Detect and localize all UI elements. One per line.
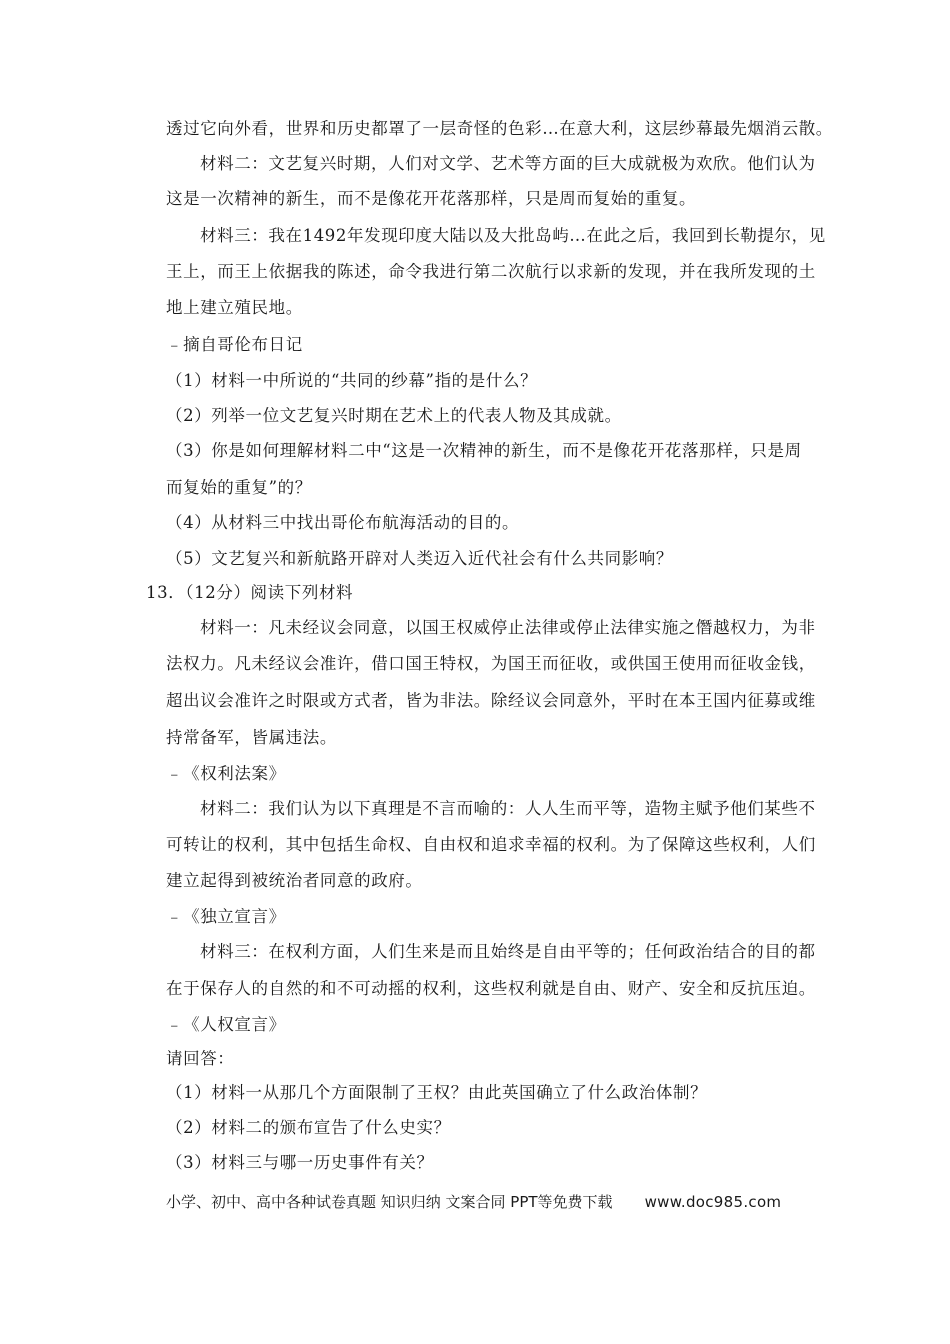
question-line: （1）材料一中所说的“共同的纱幕”指的是什么？ [166, 371, 538, 390]
text-line: 法权力。凡未经议会准许，借口国王特权，为国王而征收，或供国王使用而征收金钱， [166, 654, 816, 673]
question-line: （1）材料一从那几个方面限制了王权？由此英国确立了什么政治体制？ [166, 1083, 708, 1102]
source-attribution: ﹣《独立宣言》 [166, 907, 286, 926]
source-attribution: ﹣摘自哥伦布日记 [166, 335, 303, 354]
question-line: （2）列举一位文艺复兴时期在艺术上的代表人物及其成就。 [166, 406, 622, 425]
text-line: 材料三：我在1492年发现印度大陆以及大批岛屿…在此之后，我回到长勒提尔，见 [200, 226, 826, 245]
footer-text: 小学、初中、高中各种试卷真题 知识归纳 文案合同 PPT等免费下载 [166, 1193, 613, 1211]
text-line: 地上建立殖民地。 [166, 298, 303, 317]
page-footer [166, 1192, 781, 1212]
text-line: 这是一次精神的新生，而不是像花开花落那样，只是周而复始的重复。 [166, 189, 697, 208]
text-line: 超出议会准许之时限或方式者，皆为非法。除经议会同意外，平时在本王国内征募或维 [166, 691, 816, 710]
question-line: （3）材料三与哪一历史事件有关？ [166, 1153, 434, 1172]
question-line: （2）材料二的颁布宣告了什么史实？ [166, 1118, 451, 1137]
question-line: （5）文艺复兴和新航路开辟对人类迈入近代社会有什么共同影响？ [166, 549, 673, 568]
text-line: 持常备军，皆属违法。 [166, 728, 337, 747]
text-line: 王上，而王上依据我的陈述，命令我进行第二次航行以求新的发现，并在我所发现的土 [166, 262, 816, 281]
text-line: 可转让的权利，其中包括生命权、自由权和追求幸福的权利。为了保障这些权利，人们 [166, 835, 816, 854]
text-line: 在于保存人的自然的和不可动摇的权利，这些权利就是自由、财产、安全和反抗压迫。 [166, 979, 816, 998]
text-line: 材料二：我们认为以下真理是不言而喻的：人人生而平等，造物主赋予他们某些不 [200, 799, 816, 818]
source-attribution: ﹣《权利法案》 [166, 764, 286, 783]
text-line: 材料二：文艺复兴时期，人们对文学、艺术等方面的巨大成就极为欢欣。他们认为 [200, 154, 816, 173]
text-line: 材料一：凡未经议会同意，以国王权威停止法律或停止法律实施之僭越权力，为非 [200, 618, 816, 637]
text-line: 建立起得到被统治者同意的政府。 [166, 871, 423, 890]
text-line: 材料三：在权利方面，人们生来是而且始终是自由平等的；任何政治结合的目的都 [200, 942, 816, 961]
question-line: （3）你是如何理解材料二中“这是一次精神的新生，而不是像花开花落那样，只是周 [166, 441, 802, 460]
question-line: （4）从材料三中找出哥伦布航海活动的目的。 [166, 513, 520, 532]
text-line: 而复始的重复”的？ [166, 478, 312, 497]
text-line: 请回答： [166, 1049, 235, 1068]
question-heading: 13．（12分）阅读下列材料 [146, 583, 354, 602]
footer-url[interactable]: www.doc985.com [644, 1193, 782, 1211]
text-line: 透过它向外看，世界和历史都罩了一层奇怪的色彩…在意大利，这层纱幕最先烟消云散。 [166, 119, 833, 138]
source-attribution: ﹣《人权宣言》 [166, 1015, 286, 1034]
